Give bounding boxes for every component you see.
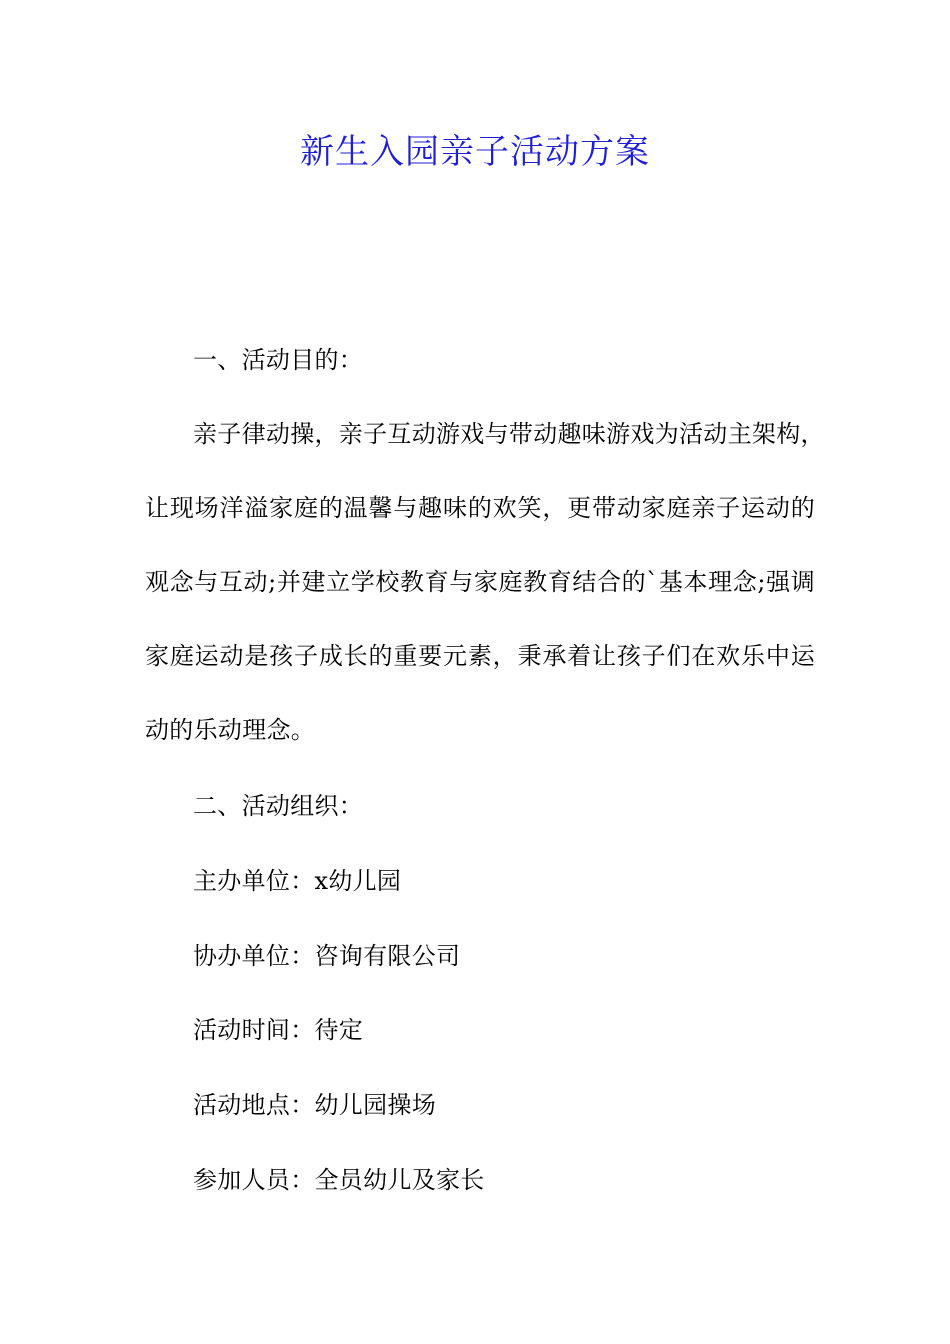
document-title: 新生入园亲子活动方案 <box>300 132 650 172</box>
section-heading-purpose: 一、活动目的： <box>193 346 364 374</box>
org-item-co-organizer: 协办单位：咨询有限公司 <box>193 942 461 970</box>
paragraph-line-2: 让现场洋溢家庭的温馨与趣味的欢笑，更带动家庭亲子运动的 <box>145 494 815 522</box>
org-item-organizer: 主办单位：x幼儿园 <box>193 867 402 895</box>
paragraph-line-3: 观念与互动;并建立学校教育与家庭教育结合的`基本理念;强调 <box>145 568 815 596</box>
paragraph-line-1: 亲子律动操，亲子互动游戏与带动趣味游戏为活动主架构， <box>193 420 825 448</box>
org-item-time: 活动时间：待定 <box>193 1016 364 1044</box>
paragraph-line-4: 家庭运动是孩子成长的重要元素，秉承着让孩子们在欢乐中运 <box>145 642 815 670</box>
org-item-location: 活动地点：幼儿园操场 <box>193 1091 436 1119</box>
section-heading-organization: 二、活动组织： <box>193 792 364 820</box>
org-item-participants: 参加人员：全员幼儿及家长 <box>193 1166 485 1194</box>
paragraph-line-5: 动的乐动理念。 <box>145 716 316 744</box>
